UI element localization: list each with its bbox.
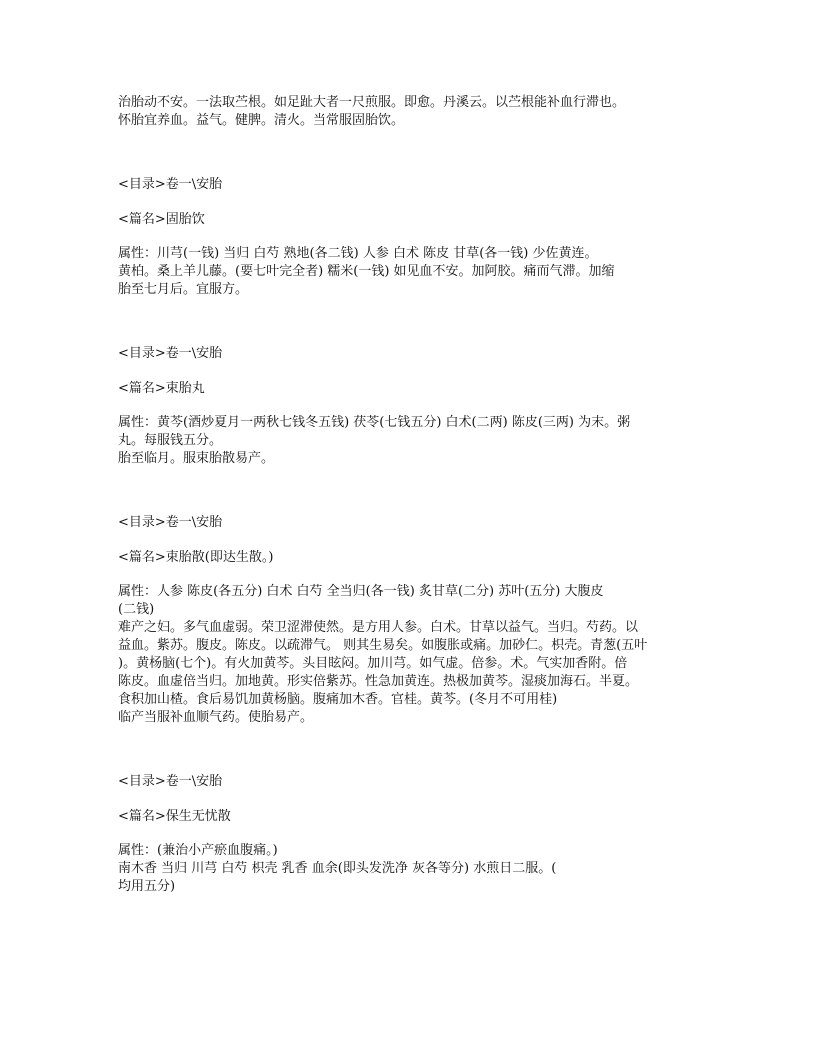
intro-line: 怀胎宜养血。益气。健脾。清火。当常服固胎饮。 (118, 113, 405, 128)
body-line: 胎至临月。服束胎散易产。 (118, 451, 275, 466)
body-line: 属性：(兼治小产瘀血腹痛。) (118, 843, 278, 858)
section-body (118, 583, 696, 727)
body-line: 难产之妇。多气血虚弱。荣卫涩滞使然。是方用人参。白术。甘草以益气。当归。芍药。以 (118, 620, 639, 635)
body-line: 黄柏。桑上羊儿藤。(要七叶完全者) 糯米(一钱) 如见血不安。加阿胶。痛而气滞。加缩 (118, 264, 615, 279)
section-shutaiwan (118, 345, 696, 468)
section-title: <篇名>束胎散(即达生散。) (118, 550, 274, 565)
body-line: 南木香 当归 川芎 白芍 枳壳 乳香 血余(即头发洗净 灰各等分) 水煎日二服。( (118, 861, 557, 876)
catalog-heading: <目录>卷一\安胎 (118, 346, 223, 361)
body-line: 陈皮。血虚倍当归。加地黄。形实倍紫苏。性急加黄连。热极加黄芩。湿痰加海石。半夏。 (118, 674, 639, 689)
section-body (118, 414, 696, 468)
body-line: (二钱) (118, 602, 155, 617)
body-line: )。黄杨脑(七个)。有火加黄芩。头目眩闷。加川芎。如气虚。倍参。术。气实加香附。倍 (118, 656, 628, 671)
body-line: 属性：川芎(一钱) 当归 白芍 熟地(各二钱) 人参 白术 陈皮 甘草(各一钱) 少佐黄连。 (118, 246, 598, 261)
catalog-heading: <目录>卷一\安胎 (118, 177, 223, 192)
section-shutaisan (118, 514, 696, 727)
body-line: 益血。紫苏。腹皮。陈皮。以疏滞气。 则其生易矣。如腹胀或痛。加砂仁。枳壳。青葱(五叶 (118, 638, 648, 653)
section-body (118, 245, 696, 299)
body-line: 属性：黄芩(酒炒夏月一两秋七钱冬五钱) 茯苓(七钱五分) 白术(二两) 陈皮(三两) 为末。粥 (118, 415, 631, 430)
body-line: 丸。每服钱五分。 (118, 433, 223, 448)
section-body (118, 842, 696, 896)
section-title: <篇名>保生无忧散 (118, 809, 231, 824)
body-line: 属性：人参 陈皮(各五分) 白术 白芍 全当归(各一钱) 炙甘草(二分) 苏叶(五分) 大腹皮 (118, 584, 604, 599)
intro-paragraph (118, 94, 696, 130)
catalog-heading: <目录>卷一\安胎 (118, 774, 223, 789)
intro-line: 治胎动不安。一法取苎根。如足趾大者一尺煎服。即愈。丹溪云。以苎根能补血行滞也。 (118, 95, 626, 110)
catalog-heading: <目录>卷一\安胎 (118, 515, 223, 530)
body-line: 临产当服补血顺气药。使胎易产。 (118, 710, 314, 725)
section-guluyin (118, 176, 696, 299)
body-line: 胎至七月后。宜服方。 (118, 282, 249, 297)
body-line: 均用五分) (118, 879, 176, 894)
section-title: <篇名>固胎饮 (118, 212, 205, 227)
section-baoshengwuyousan (118, 773, 696, 896)
body-line: 食积加山楂。食后易饥加黄杨脑。腹痛加木香。官桂。黄芩。(冬月不可用桂) (118, 692, 558, 707)
document-page (118, 94, 696, 896)
section-title: <篇名>束胎丸 (118, 381, 205, 396)
